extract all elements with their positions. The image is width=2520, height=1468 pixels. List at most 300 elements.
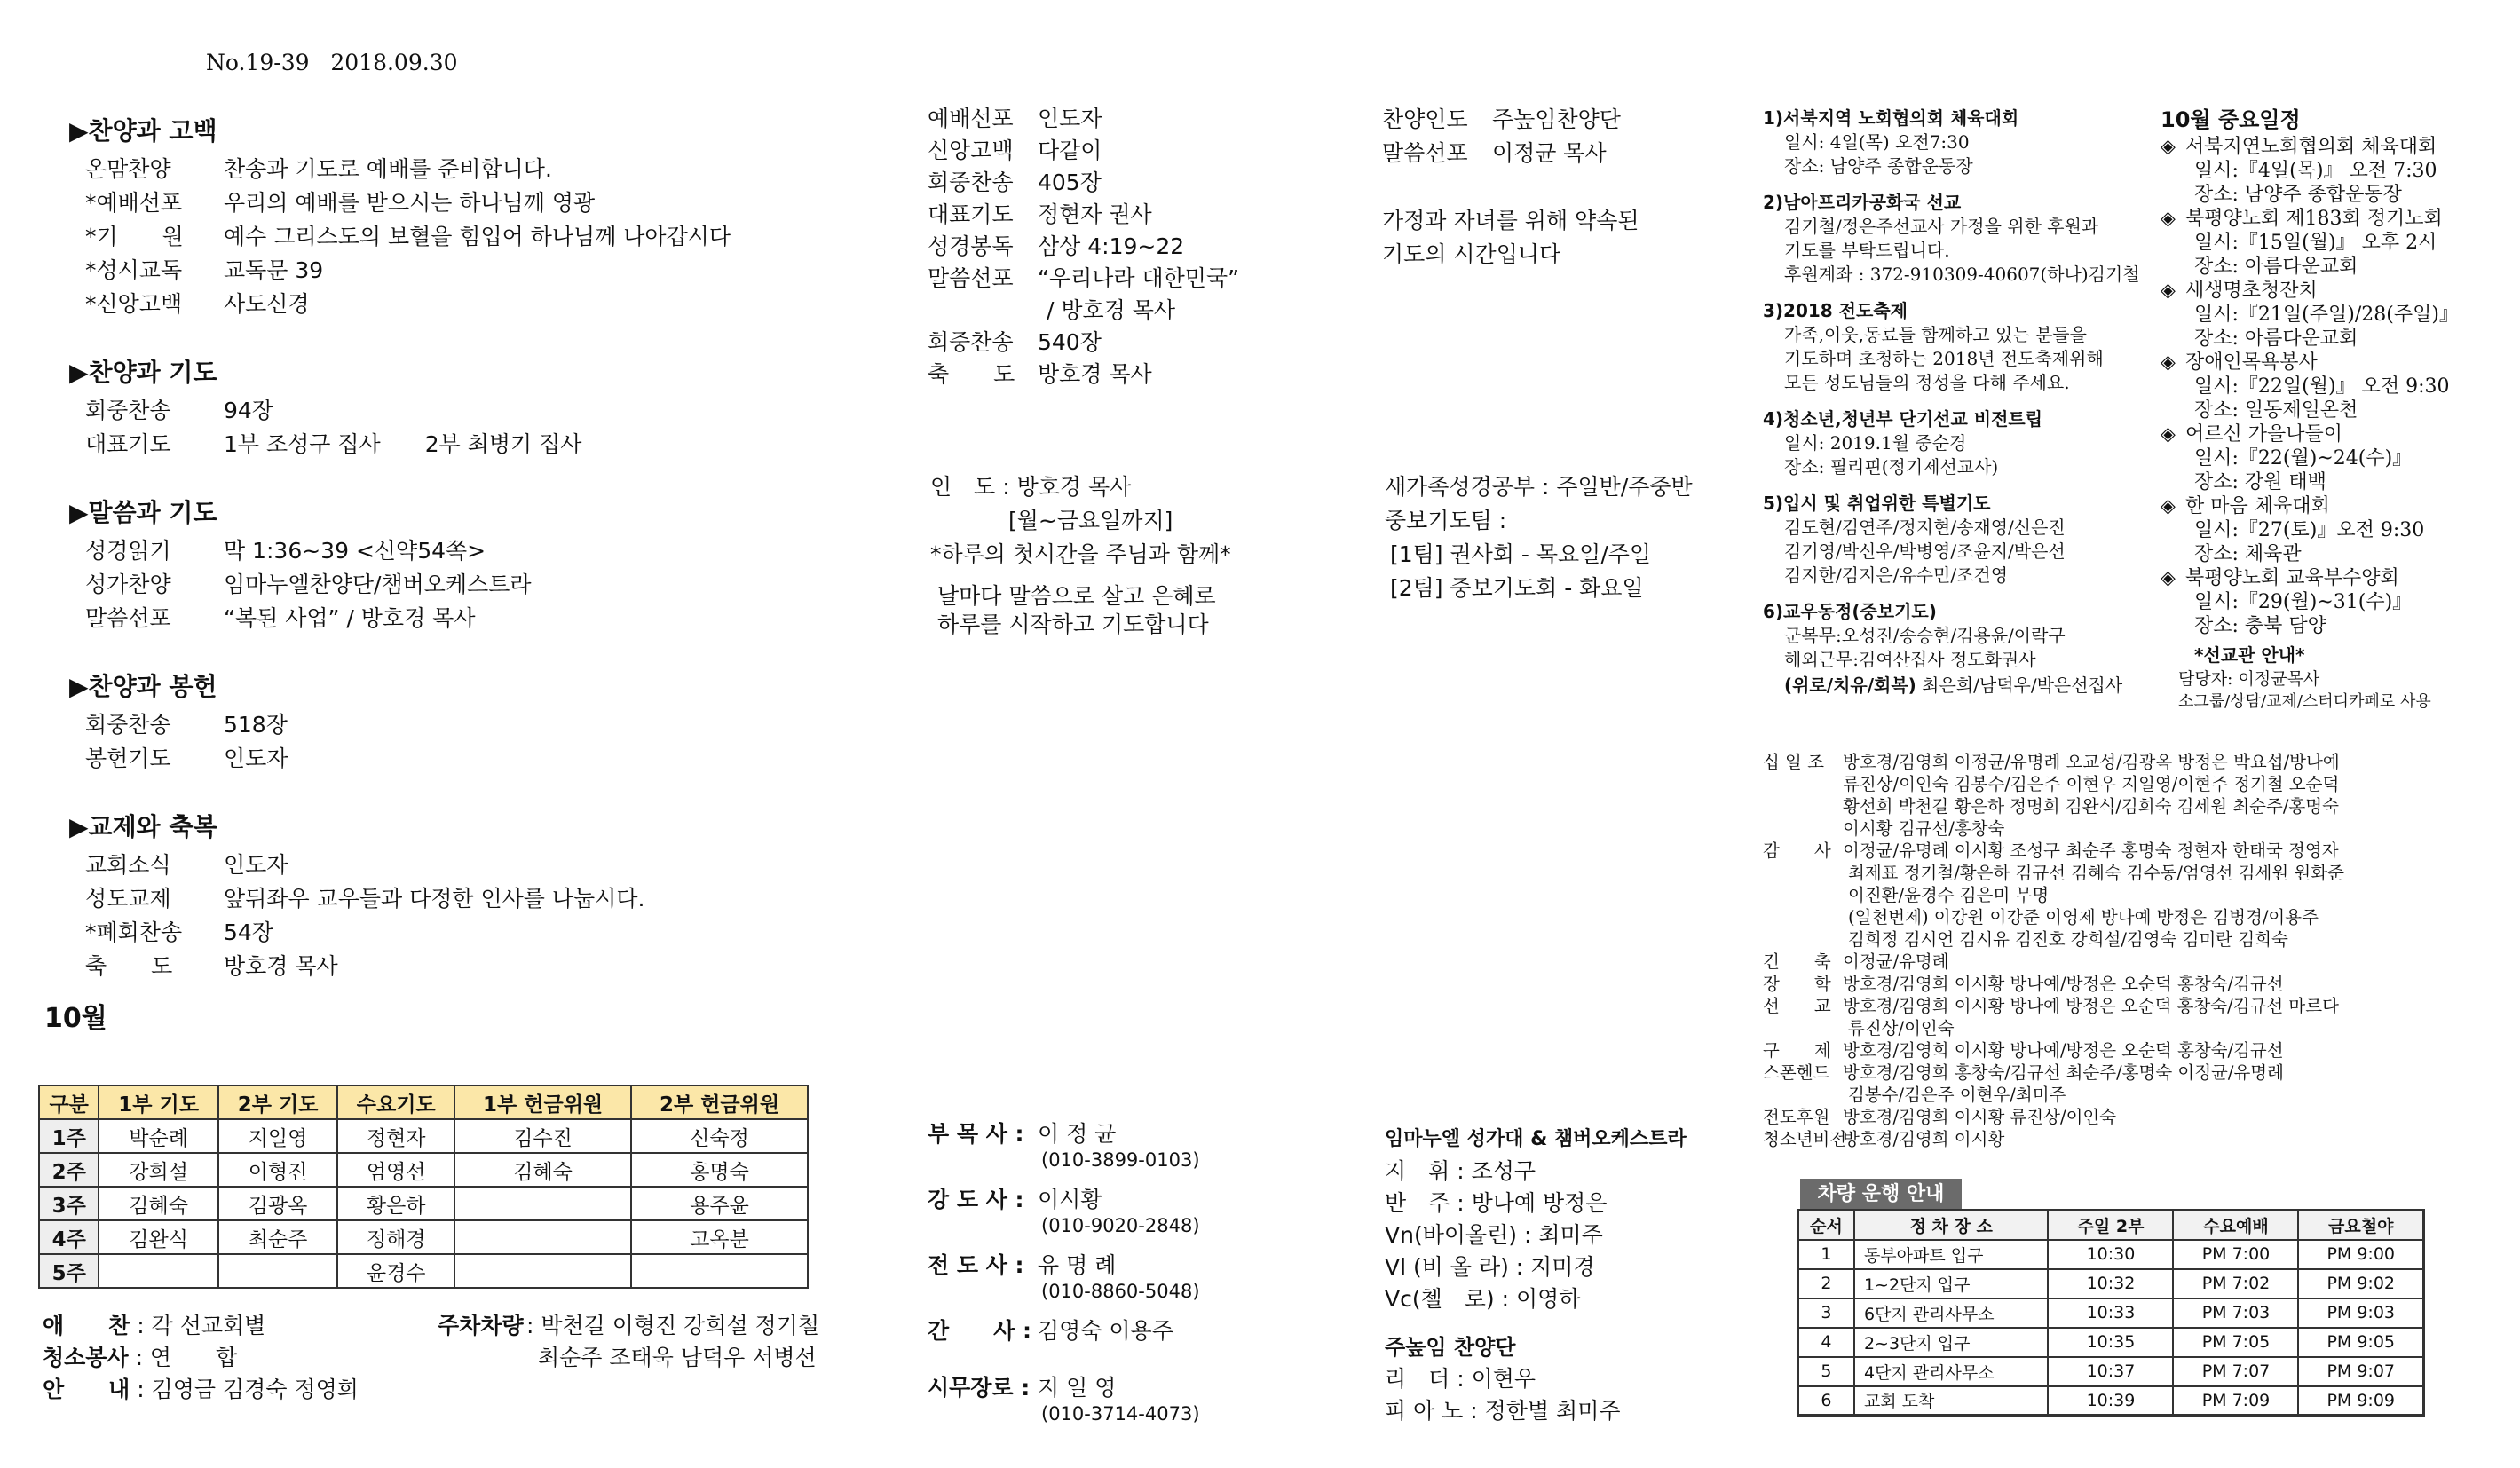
order-item-label: 말씀선포 xyxy=(85,605,171,631)
dawn-period: [월~금요일까지] xyxy=(1008,508,1173,533)
order-item xyxy=(85,742,288,776)
order-item-value: 사도신경 xyxy=(224,291,310,317)
event-item xyxy=(2161,207,2516,279)
news-line: 일시: 4일(목) 오전7:30 xyxy=(1784,131,1970,153)
table-cell: 김수진 xyxy=(454,1119,631,1153)
news-title: 3)2018 전도축제 xyxy=(1763,300,1908,321)
table-cell: 엄영선 xyxy=(337,1153,454,1187)
event-detail: 일시:『4일(목)』 오전 7:30 xyxy=(2194,160,2437,182)
evening-label-2: 말씀선포 xyxy=(1382,140,1468,166)
car-cell: 10:39 xyxy=(2048,1386,2173,1416)
event-name: 장애인목욕봉사 xyxy=(2185,351,2318,374)
news-line: 김기철/정은주선교사 가정을 위한 후원과 xyxy=(1784,216,2099,237)
table-cell: 용주윤 xyxy=(631,1187,808,1220)
table-cell xyxy=(454,1254,631,1288)
offering-names: 이정균/유명례 xyxy=(1843,951,1949,972)
dawn-message-1: 날마다 말씀으로 살고 은혜로 xyxy=(937,583,1216,609)
evening-text-1: 가정과 자녀를 위해 약속된 xyxy=(1382,208,1639,233)
order-item xyxy=(85,288,310,321)
diamond-bullet-icon: ◈ xyxy=(2161,567,2176,589)
offering-row xyxy=(1763,840,2517,862)
mission-manager: 담당자: 이정균목사 xyxy=(2178,669,2320,689)
offering-row xyxy=(1763,906,2517,928)
car-cell: PM 7:03 xyxy=(2173,1298,2298,1328)
car-cell: 4단지 관리사무소 xyxy=(1854,1357,2049,1386)
offering-row xyxy=(1763,995,2517,1017)
staff-entry xyxy=(928,1120,1336,1186)
table-cell xyxy=(454,1220,631,1254)
offering-row xyxy=(1763,951,2517,973)
dawn-message-2: 하루를 시작하고 기도합니다 xyxy=(937,612,1209,637)
table-cell: 강희설 xyxy=(99,1153,217,1187)
offering-category: 선 교 xyxy=(1763,996,1831,1016)
car-cell: 10:37 xyxy=(2048,1357,2173,1386)
offering-names: 방호경/김영희 이시황 방나예 방정은 오순덕 홍창숙/김규선 마르다 xyxy=(1843,996,2339,1016)
car-cell: 5 xyxy=(1798,1357,1854,1386)
car-cell: PM 7:02 xyxy=(2173,1269,2298,1298)
table-cell: 신숙정 xyxy=(631,1119,808,1153)
dawn-leader: 인 도 : 방호경 목사 xyxy=(930,474,1132,500)
car-cell: 3 xyxy=(1798,1298,1854,1328)
news-item xyxy=(1763,492,2162,588)
event-detail: 일시:『27(토)』오전 9:30 xyxy=(2194,519,2425,541)
afternoon-label: 회중찬송 xyxy=(928,170,1014,195)
table-cell: 김광옥 xyxy=(218,1187,337,1220)
table-header-cell: 수요기도 xyxy=(337,1085,454,1119)
news-line: 해외근무:김여산집사 정도화권사 xyxy=(1784,649,2036,670)
table-cell: 정현자 xyxy=(337,1119,454,1153)
dawn-slogan: *하루의 첫시간을 주님과 함께* xyxy=(930,541,1231,567)
order-item-label: 교회소식 xyxy=(85,852,171,878)
news-comfort xyxy=(1763,674,2162,698)
order-item xyxy=(85,254,323,288)
choir-member: 지 휘 : 조성구 xyxy=(1385,1158,1536,1184)
evening-value-1: 주높임찬양단 xyxy=(1492,107,1621,132)
order-item xyxy=(85,882,644,916)
mission-title: *선교관 안내* xyxy=(2194,644,2305,666)
afternoon-item xyxy=(928,167,1318,199)
offering-row xyxy=(1763,928,2517,951)
evening-label-1: 찬양인도 xyxy=(1382,107,1468,132)
table-cell: 정해경 xyxy=(337,1220,454,1254)
table-cell: 홍명숙 xyxy=(631,1153,808,1187)
intercessory-team: 중보기도팀 : xyxy=(1385,508,1507,533)
choir-title: 임마누엘 성가대 & 챔버오케스트라 xyxy=(1385,1128,1687,1150)
news-item xyxy=(1763,600,2162,672)
afternoon-label: 대표기도 xyxy=(928,201,1014,227)
car-cell: 2~3단지 입구 xyxy=(1854,1328,2049,1357)
choir-member: Vc(첼 로) : 이영하 xyxy=(1385,1286,1581,1312)
october-title: 10월 xyxy=(44,1003,107,1034)
afternoon-item xyxy=(928,295,1318,327)
order-item-label: 대표기도 xyxy=(85,431,171,457)
choir-member: 반 주 : 방나예 방정은 xyxy=(1385,1190,1608,1216)
diamond-bullet-icon: ◈ xyxy=(2161,136,2176,158)
car-cell: 동부아파트 입구 xyxy=(1854,1240,2049,1269)
offering-names: 이정균/유명례 이시황 조성구 최순주 홍명숙 정현자 한태국 정영자 xyxy=(1843,841,2339,861)
dawn-prayer xyxy=(930,470,1356,639)
order-item-value: 54장 xyxy=(224,919,273,945)
car-cell: PM 9:05 xyxy=(2298,1328,2423,1357)
afternoon-label: 신앙고백 xyxy=(928,138,1014,163)
parking-value-2: 최순주 조태욱 남덕우 서병선 xyxy=(538,1345,817,1370)
evening-text-2: 기도의 시간입니다 xyxy=(1382,241,1561,267)
afternoon-item xyxy=(928,199,1318,231)
offering-names: 황선희 박천길 황은하 정명희 김완식/김희숙 김세원 최순주/홍명숙 xyxy=(1843,796,2339,817)
section-heading: ▶찬양과 봉헌 xyxy=(69,672,217,701)
table-cell: 5주 xyxy=(39,1254,99,1288)
order-item xyxy=(85,602,475,635)
order-item xyxy=(85,186,595,220)
staff-entry xyxy=(928,1317,1336,1374)
news-item xyxy=(1763,107,2162,178)
new-family-study: 새가족성경공부 : 주일반/주중반 xyxy=(1385,474,1693,500)
parking-label: 주차차량 xyxy=(438,1313,524,1338)
order-item-label: 온맘찬양 xyxy=(85,156,171,182)
section-heading: ▶찬양과 고백 xyxy=(69,116,217,146)
offering-row xyxy=(1763,862,2517,884)
car-header-cell: 금요철야 xyxy=(2298,1211,2423,1240)
event-detail: 일시:『22일(월)』 오전 9:30 xyxy=(2194,375,2450,398)
news-line: 후원계좌 : 372-910309-40607(하나)김기철 xyxy=(1784,264,2140,285)
offering-names: 이진환/윤경수 김은미 무명 xyxy=(1848,885,2050,905)
car-header-cell: 정 차 장 소 xyxy=(1854,1211,2049,1240)
afternoon-item xyxy=(928,103,1318,135)
news-line: 군복무:오성진/송승현/김용윤/이락구 xyxy=(1784,625,2066,646)
order-item-label: 성경읽기 xyxy=(85,538,171,564)
event-detail: 일시:『21일(주일)/28(주일)』 xyxy=(2194,304,2459,326)
news-item xyxy=(1763,191,2162,287)
praise-team-member: 피 아 노 : 정한별 최미주 xyxy=(1385,1398,1621,1424)
afternoon-item xyxy=(928,135,1318,167)
news-title: 2)남아프리카공화국 선교 xyxy=(1763,192,1962,213)
choir-member: Vl (비 올 라) : 지미경 xyxy=(1385,1254,1595,1280)
table-cell: 4주 xyxy=(39,1220,99,1254)
car-cell: 6 xyxy=(1798,1386,1854,1416)
offering-names: 김희정 김시언 김시유 김진호 강희설/김영숙 김미란 김희숙 xyxy=(1848,929,2288,950)
car-title xyxy=(1800,1179,1962,1211)
offering-list xyxy=(1763,751,2517,1150)
car-cell: PM 7:07 xyxy=(2173,1357,2298,1386)
car-row xyxy=(1798,1269,2424,1298)
staff-role: 부 목 사 : xyxy=(928,1121,1024,1147)
offering-row xyxy=(1763,1106,2517,1128)
order-item xyxy=(85,916,273,950)
duty-value-2: : 연 합 xyxy=(135,1345,238,1370)
offering-row xyxy=(1763,884,2517,906)
car-cell: 10:32 xyxy=(2048,1269,2173,1298)
october-schedule-table xyxy=(38,1085,809,1289)
diamond-bullet-icon: ◈ xyxy=(2161,423,2176,446)
offering-names: 류진상/이인숙 김봉수/김은주 이현우 지일영/이현주 정기철 오순덕 xyxy=(1843,774,2340,794)
offering-names: 김봉수/김은주 이현우/최미주 xyxy=(1848,1085,2066,1105)
news-line: 기도하며 초청하는 2018년 전도축제위해 xyxy=(1784,348,2104,369)
news-title: 1)서북지역 노회협의회 체육대회 xyxy=(1763,107,2019,129)
diamond-bullet-icon: ◈ xyxy=(2161,495,2176,517)
event-detail: 장소: 체육관 xyxy=(2194,543,2302,565)
order-item-value: 막 1:36~39 <신약54쪽> xyxy=(224,538,486,564)
order-item-value: 인도자 xyxy=(224,746,288,771)
event-item xyxy=(2161,422,2516,494)
section-heading: ▶말씀과 기도 xyxy=(69,498,217,527)
bulletin-number xyxy=(206,50,458,75)
news-item xyxy=(1763,299,2162,395)
praise-team-title: 주높임 찬양단 xyxy=(1385,1335,1516,1360)
event-name: 서북지연노회협의회 체육대회 xyxy=(2185,136,2437,158)
table-cell: 박순례 xyxy=(99,1119,217,1153)
order-item-label: 회중찬송 xyxy=(85,398,171,423)
offering-row xyxy=(1763,1017,2517,1039)
event-name: 북평양노회 교육부수양회 xyxy=(2185,567,2399,589)
table-row xyxy=(39,1220,808,1254)
car-cell: PM 7:09 xyxy=(2173,1386,2298,1416)
offering-category: 전도후원 xyxy=(1763,1107,1830,1127)
table-cell: 이형진 xyxy=(218,1153,337,1187)
car-cell: 10:33 xyxy=(2048,1298,2173,1328)
news-item xyxy=(1763,407,2162,479)
event-name: 어르신 가을나들이 xyxy=(2185,423,2343,446)
staff-name: 유 명 례 xyxy=(1038,1252,1117,1278)
car-cell: PM 9:02 xyxy=(2298,1269,2423,1298)
order-item-label: *폐회찬송 xyxy=(85,919,183,945)
choir-member: Vn(바이올린) : 최미주 xyxy=(1385,1222,1603,1248)
offering-names: (일천번제) 이강원 이강준 이영제 방나예 방정은 김병경/이용주 xyxy=(1848,907,2319,927)
evening-prayer xyxy=(1382,103,1773,272)
event-item xyxy=(2161,279,2516,351)
offering-category: 건 축 xyxy=(1763,951,1831,972)
table-cell: 고옥분 xyxy=(631,1220,808,1254)
table-cell: 김혜숙 xyxy=(99,1187,217,1220)
order-item-label: 봉헌기도 xyxy=(85,746,171,771)
staff-entry xyxy=(928,1251,1336,1317)
afternoon-value: 다같이 xyxy=(1038,138,1102,163)
afternoon-item xyxy=(928,359,1318,391)
staff-name: 지 일 영 xyxy=(1038,1375,1117,1401)
order-item-label: *신앙고백 xyxy=(85,291,183,317)
staff-phone: (010-9020-2848) xyxy=(1041,1215,1200,1236)
diamond-bullet-icon: ◈ xyxy=(2161,208,2176,230)
event-name: 새생명초청잔치 xyxy=(2185,280,2318,302)
afternoon-value: 405장 xyxy=(1038,170,1102,195)
car-row xyxy=(1798,1240,2424,1269)
order-item xyxy=(85,534,486,568)
order-item-label: 축 도 xyxy=(85,953,173,979)
table-header-cell: 1부 헌금위원 xyxy=(454,1085,631,1119)
table-header-cell: 2부 헌금위원 xyxy=(631,1085,808,1119)
order-item-label: 성도교제 xyxy=(85,886,171,912)
event-detail: 장소: 남양주 종합운동장 xyxy=(2194,184,2402,206)
offering-category: 구 제 xyxy=(1763,1040,1831,1061)
table-cell xyxy=(454,1187,631,1220)
car-row xyxy=(1798,1357,2424,1386)
table-cell: 최순주 xyxy=(218,1220,337,1254)
news-line: 기도를 부탁드립니다. xyxy=(1784,240,1950,261)
events-title: 10월 중요일정 xyxy=(2161,107,2301,132)
afternoon-value: “우리나라 대한민국” xyxy=(1038,265,1240,291)
order-item xyxy=(85,428,581,462)
offering-row xyxy=(1763,1128,2517,1150)
offering-names: 최제표 정기철/황은하 김규선 김혜숙 김수동/엄영선 김세원 원화준 xyxy=(1848,863,2344,883)
church-news xyxy=(1763,107,2162,698)
offering-names: 류진상/이인숙 xyxy=(1848,1018,1955,1038)
order-item xyxy=(85,568,532,602)
offering-names: 방호경/김영희 이시황 방나예/방정은 오순덕 홍창숙/김규선 xyxy=(1843,974,2284,994)
car-cell: PM 9:07 xyxy=(2298,1357,2423,1386)
order-item-value: 앞뒤좌우 교우들과 다정한 인사를 나눕시다. xyxy=(224,886,645,912)
news-line: 일시: 2019.1월 중순경 xyxy=(1784,432,1967,454)
event-item xyxy=(2161,494,2516,566)
table-row xyxy=(39,1153,808,1187)
offering-row xyxy=(1763,751,2517,773)
offering-row xyxy=(1763,1039,2517,1062)
event-item xyxy=(2161,351,2516,422)
table-row xyxy=(39,1187,808,1220)
offering-row xyxy=(1763,817,2517,840)
car-cell: 10:35 xyxy=(2048,1328,2173,1357)
offering-category: 십 일 조 xyxy=(1763,752,1824,772)
offering-names: 이시황 김규선/홍창숙 xyxy=(1843,818,2005,839)
table-cell: 1주 xyxy=(39,1119,99,1153)
order-item-value: 우리의 예배를 받으시는 하나님께 영광 xyxy=(224,190,596,216)
parking-value: : 박천길 이형진 강희설 정기철 xyxy=(526,1313,820,1338)
staff-role: 간 사 : xyxy=(928,1318,1032,1344)
order-item-value: 임마누엘찬양단/챔버오케스트라 xyxy=(224,572,532,597)
table-cell xyxy=(218,1254,337,1288)
october-events xyxy=(2161,105,2516,713)
news-title: 4)청소년,청년부 단기선교 비전트립 xyxy=(1763,408,2043,430)
offering-row xyxy=(1763,773,2517,795)
car-cell: 1~2단지 입구 xyxy=(1854,1269,2049,1298)
news-line: 모든 성도님들의 정성을 다해 주세요. xyxy=(1784,372,2070,393)
car-header-cell: 수요예배 xyxy=(2173,1211,2298,1240)
car-row xyxy=(1798,1328,2424,1357)
car-cell: PM 9:09 xyxy=(2298,1386,2423,1416)
car-title-text: 차량 운행 안내 xyxy=(1817,1183,1945,1205)
car-cell: PM 9:03 xyxy=(2298,1298,2423,1328)
duty-label-3: 안 내 xyxy=(43,1377,130,1402)
event-detail: 일시:『29(월)~31(수)』 xyxy=(2194,591,2413,613)
order-item-label: *성시교독 xyxy=(85,257,183,283)
team-1: [1팀] 권사회 - 목요일/주일 xyxy=(1390,541,1652,567)
section-heading: ▶찬양과 기도 xyxy=(69,358,217,387)
offering-names: 방호경/김영희 이시황 방나예/방정은 오순덕 홍창숙/김규선 xyxy=(1843,1040,2284,1061)
duty-label-2: 청소봉사 xyxy=(43,1345,129,1370)
issue-date: 2018.09.30 xyxy=(330,50,458,75)
car-cell: 4 xyxy=(1798,1328,1854,1357)
offering-category: 감 사 xyxy=(1763,841,1831,861)
order-item xyxy=(85,394,273,428)
staff-phone: (010-8860-5048) xyxy=(1041,1281,1200,1302)
order-item-value: 예수 그리스도의 보혈을 힘입어 하나님께 나아갑시다 xyxy=(224,224,731,249)
news-comfort-label: (위로/치유/회복) xyxy=(1784,675,1916,696)
section-heading: ▶교제와 축복 xyxy=(69,812,217,841)
event-detail: 장소: 일동제일온천 xyxy=(2194,399,2358,422)
table-row xyxy=(39,1119,808,1153)
afternoon-item xyxy=(928,263,1318,295)
car-schedule-table xyxy=(1797,1209,2425,1417)
staff-name: 이시황 xyxy=(1038,1187,1102,1212)
table-cell: 김혜숙 xyxy=(454,1153,631,1187)
event-detail: 장소: 강원 태백 xyxy=(2194,471,2326,493)
table-header-cell: 1부 기도 xyxy=(99,1085,217,1119)
staff-entry xyxy=(928,1186,1336,1251)
car-row xyxy=(1798,1298,2424,1328)
table-cell: 3주 xyxy=(39,1187,99,1220)
staff-phone: (010-3714-4073) xyxy=(1041,1403,1200,1425)
offering-category: 장 학 xyxy=(1763,974,1831,994)
order-item-value: “복된 사업” / 방호경 목사 xyxy=(224,605,476,631)
afternoon-value: 방호경 목사 xyxy=(1038,361,1152,387)
car-cell: 10:30 xyxy=(2048,1240,2173,1269)
afternoon-label: 축 도 xyxy=(928,361,1015,387)
order-item-label: *예배선포 xyxy=(85,190,183,216)
offering-row xyxy=(1763,1062,2517,1084)
afternoon-worship xyxy=(928,103,1318,391)
staff-name: 이 정 균 xyxy=(1038,1121,1117,1147)
event-name: 북평양노회 제183회 정기노회 xyxy=(2185,208,2443,230)
afternoon-value: 삼상 4:19~22 xyxy=(1038,233,1185,259)
car-header-row xyxy=(1798,1211,2424,1240)
team-2: [2팀] 중보기도회 - 화요일 xyxy=(1390,575,1644,601)
news-line: 장소: 남양주 종합운동장 xyxy=(1784,155,1973,177)
afternoon-value: 인도자 xyxy=(1038,106,1102,131)
afternoon-item xyxy=(928,327,1318,359)
offering-category: 청소년비전 xyxy=(1763,1129,1847,1149)
table-cell: 김완식 xyxy=(99,1220,217,1254)
order-item-value: 1부 조성구 집사 2부 최병기 집사 xyxy=(224,431,582,457)
choir-block xyxy=(1385,1124,1775,1427)
table-header-cell: 2부 기도 xyxy=(218,1085,337,1119)
car-cell: 6단지 관리사무소 xyxy=(1854,1298,2049,1328)
staff-role: 강 도 사 : xyxy=(928,1187,1024,1212)
order-item-value: 방호경 목사 xyxy=(224,953,338,979)
order-item-value: 교독문 39 xyxy=(224,257,324,283)
news-line: 김기영/박신우/박병영/조윤지/박은선 xyxy=(1784,541,2066,562)
order-item xyxy=(85,848,288,882)
car-cell: 1 xyxy=(1798,1240,1854,1269)
table-row xyxy=(39,1254,808,1288)
issue-number: No.19-39 xyxy=(206,50,310,75)
table-header-row xyxy=(39,1085,808,1119)
order-item xyxy=(85,153,552,186)
news-line: 김지한/김지은/유수민/조건영 xyxy=(1784,564,2009,586)
event-detail: 일시:『15일(월)』 오후 2시 xyxy=(2194,232,2437,254)
car-cell: PM 9:00 xyxy=(2298,1240,2423,1269)
car-cell: 2 xyxy=(1798,1269,1854,1298)
staff-name: 김영숙 이용주 xyxy=(1038,1318,1173,1344)
praise-team-member: 리 더 : 이현우 xyxy=(1385,1366,1536,1392)
new-family xyxy=(1385,470,1775,605)
duty-value-1: : 각 선교회별 xyxy=(137,1313,266,1338)
order-item-label: 회중찬송 xyxy=(85,712,171,738)
diamond-bullet-icon: ◈ xyxy=(2161,351,2176,374)
offering-names: 방호경/김영희 이시황 류진상/이인숙 xyxy=(1843,1107,2117,1127)
table-cell xyxy=(99,1254,217,1288)
event-detail: 일시:『22(월)~24(수)』 xyxy=(2194,447,2413,470)
order-item xyxy=(85,220,731,254)
afternoon-label: 성경봉독 xyxy=(928,233,1014,259)
order-item-label: 성가찬양 xyxy=(85,572,171,597)
staff-role: 전 도 사 : xyxy=(928,1252,1024,1278)
table-cell: 지일영 xyxy=(218,1119,337,1153)
offering-row xyxy=(1763,1084,2517,1106)
order-item-value: 94장 xyxy=(224,398,273,423)
offering-row xyxy=(1763,795,2517,817)
car-row xyxy=(1798,1386,2424,1416)
staff-phone: (010-3899-0103) xyxy=(1041,1149,1200,1171)
table-cell xyxy=(631,1254,808,1288)
evening-value-2: 이정균 목사 xyxy=(1492,140,1607,166)
